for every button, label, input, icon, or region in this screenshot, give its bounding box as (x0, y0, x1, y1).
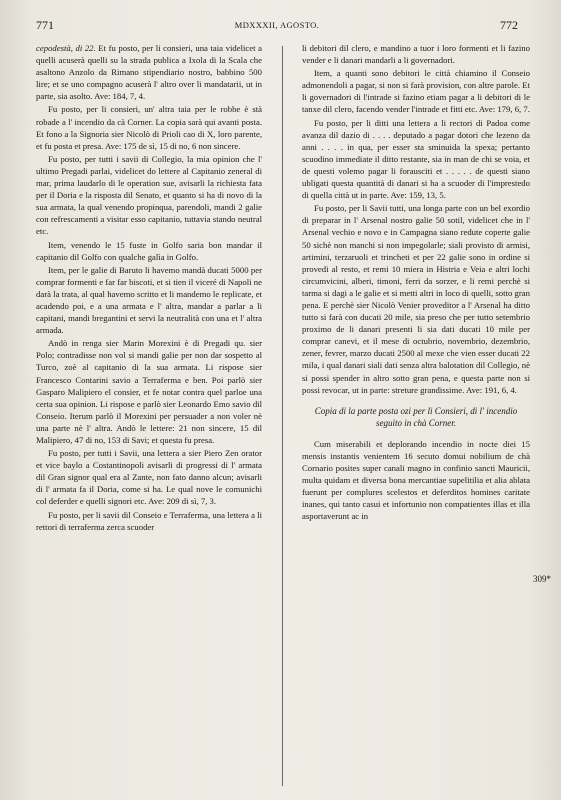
paragraph: Item, a quanti sono debitori le città chiamino il Conseio admonendoli a pagar, si non si farà provision, con altre parole. Et li governadori di l'intrade si fazino etiam pagar a li debitori di le tanxe dil clero, facendo vender l'intrade et fitti etc. Ave: 179, 6, 7. (302, 68, 530, 115)
paragraph-text: Et fu posto, per li consieri, una taia videlicet a quelli acuserà quelli su la strada publica a Ixola di la Scala che asaltono Anzolo da Rimano stipendiario nostro, babbino 500 lire; et se uno compagno acuserà l' altro over li mandatarii, ut in parte, sia asolto. Ave: 184, 7, 4. (36, 43, 262, 102)
column-divider (282, 46, 283, 786)
margin-note: 309* (533, 574, 551, 584)
paragraph: Fu posto, per li Savii tutti, una longa parte con un bel exordio di preparar in l' Arsenal nostro galie 50 sotil, videlicet che in l' Arsenal vechio e novo e in Campagna siano redute coperte galie 50 sichè non manchi si non impegolarle; siali provisto di armisi, artimini, terzaruoli et trincheti et per 22 galie sono in ordine si provedi al resto, et remi 10 miera in Histria e Veia e altri lochi circumvicini, alberi, timoni, ferri da sorzer, e li remi perchè si tarma si dagi a le galie et si metti altri in loco di quelli, sotto gran pena. E perchè sier Nicolò Venier proveditor a l' Arsenal ha ditto tutto si farà con ducati 20 mile, sia preso che per tutto setembrio proximo de li danari presenti li sia dati ducati 10 mile per comprar canevi, et il mese di octubrio, novembrio, dezembrio, zener, fevrer, marzo ducati 2500 al mexe che vien esser ducati 22 mila, i qual danari siali dati senza altra balotation dil Collegio, nè si possi spender in altro sotto gran pena, e questa parte non si possi revocar, ut in parte: streture grandissime. Ave: 191, 6, 4. (302, 203, 530, 395)
paragraph: li debitori dil clero, e mandino a tuor i loro formenti et li fazino vender e li danari mandarli a li governadori. (302, 43, 530, 66)
paragraph: Fu posto, per tutti i Savii, una lettera a sier Piero Zen orator et vice baylo a Costantinopoli avisarli di progressi di l' armata dil Gran signor qual era al Zante, non fato danno alcun; avisarli di l' armata fa il Doria, come si ha. Le qual nove le comunichi col deferder e quelli signori etc. Ave: 209 di sì, 7, 3. (36, 448, 262, 507)
paragraph: Item, per le galie di Baruto li havemo mandà ducati 5000 per comprar formenti e far far biscoti, et si tien il viceré di Napoli ne darà la trata, al qual havemo scritto et li mandemo le replicate, et acadendo poi, e a una armata e l' altra, mandar a parlar a li capitani, mandi bregantini et servi la neutralità con una et l' altra armada. (36, 264, 262, 336)
section-title: Copia di la parte posta ozi per li Consieri, di l' incendio seguito in chà Corner. (314, 405, 518, 428)
paragraph: Fu posto, per li consieri, un' altra taia per le robbe è stà robade a l' incendio da cà Corner. La copia sarà qui avanti posta. Et fono a la Signoria sier Nicolò di Prioli cao di X, loro parente, et fu posta et presa. Ave: 175 de sì, 15 di no, 6 non sincere. (36, 104, 262, 151)
left-column (36, 42, 262, 534)
running-title: MDXXXII, AGOSTO. (234, 20, 320, 30)
page-number-left: 771 (36, 18, 54, 32)
page-number-right: 772 (500, 18, 518, 32)
paragraph: Fu posto, per li savii dil Conseio e Terraferma, una lettera a li rettori di terraferma zerca scuoder (36, 509, 262, 532)
paragraph: Item, venendo le 15 fuste in Golfo saria bon mandar il capitanio dil Golfo con qualche galìa in Golfo. (36, 239, 262, 262)
paragraph: Andò in renga sier Marin Morexini è di Pregadi qu. sier Polo; contradisse non vol si mandi galie per non dar sospetto al Turco, zoè al capitanio di la sua armata. Li rispose sier Francesco Contarini savio a Terraferma e ben. Poi parlò sier Gasparo Malipiero el consier, et fe notar contra quel parloe una certa sua opinion. Li rispose e parlò sier Leonardo Emo savio dil Conseio. Iterum parlò il Morexini per persuader a non voler nè una parte nè l' altra. Andò le lettere: 21 non sincere, 15 dil Malipiero, 47 di no, 153 di Savi; et questa fu presa. (36, 338, 262, 445)
paragraph: Cum miserabili et deplorando incendio in nocte diei 15 mensis instantis venientem 16 secuto domui nobilium de chà Cornario posites super canali magno in confinio sancti Mauricii, multa quidam et diversa bona mercantiae supelitilia et alia ablata fuerunt per complures scelestos et deferditos homines caritate inanes, qui tanto casui et infortunio non compatientes illas et illa asportaverunt ac in (302, 438, 530, 522)
page-header (36, 18, 518, 34)
italic-lead: cepodestà, di 22. (36, 43, 96, 53)
paragraph (36, 42, 262, 102)
paragraph: Fu posto, per tutti i savii di Collegio, la mia opinion che l' ultimo Pregadi parlai, videlicet do lettere al Capitanio zeneral di mar, prima laudarlo di le operation sue, avisarli la richiesta fata per il Doria e la risposta dil Senato, et quanto si ha di novo di la sua armata, la qual venendo propinqua, parendoli, mandi 2 galie con refrescamenti a visitar esso capitanio, tuttavia stando neutral etc. (36, 153, 262, 237)
right-column (302, 42, 530, 523)
paragraph: Fu posto, per li ditti una lettera a li rectori di Padoa come avanza dil dazio di . . . . deputado a pagar dotori che lezeno da anni . . . . in qua, per esser sta sminuida la spexa; pertanto scuodino immediate il ditto restante, sia in man de chi se voia, et de questi volemo pagar li forausciti et . . . . . de questi siano ubligati questa quantità di danari si ha a scuoder di l'imprestedo di quella città ut in parte. Ave: 159, 13, 5. (302, 117, 530, 201)
